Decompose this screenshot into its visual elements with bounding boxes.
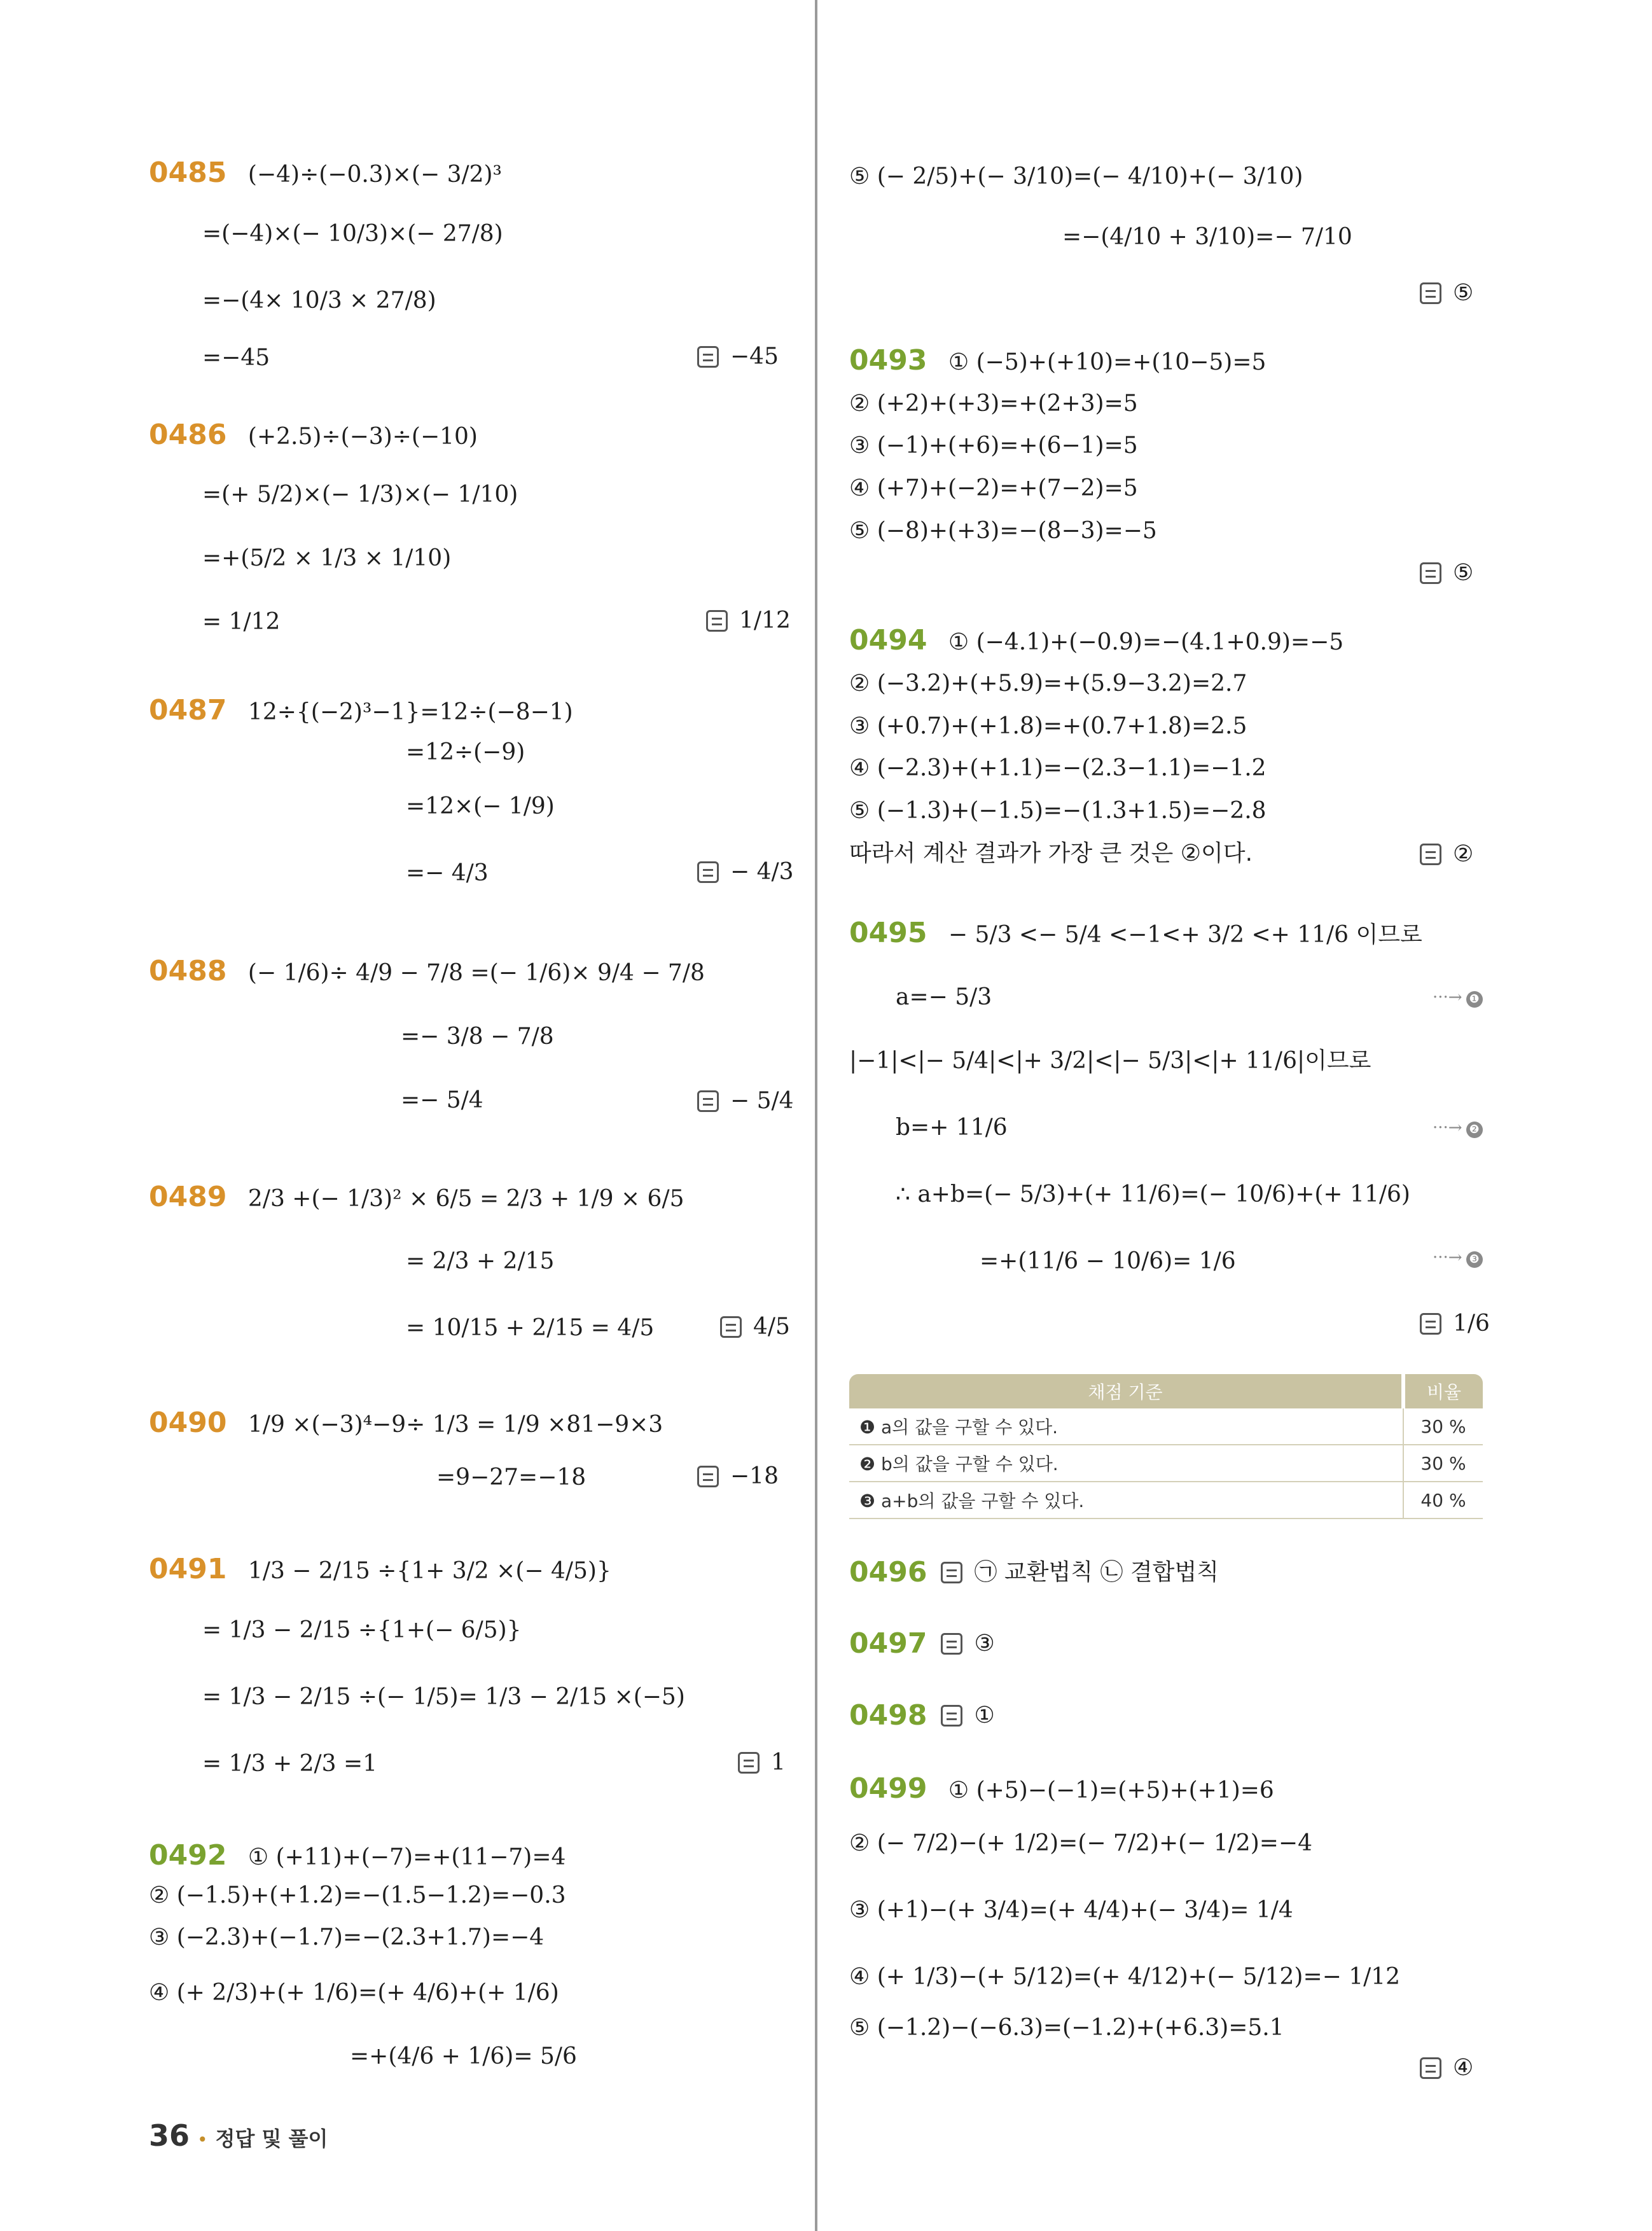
- grading-row: [849, 1445, 1483, 1482]
- problem-0489-line-3: = 10/15 + 2/15 = 4/5: [406, 1315, 655, 1341]
- problem-number: 0494: [849, 624, 927, 657]
- problem-0492-line-2: ② (−1.5)+(+1.2)=−(1.5−1.2)=−0.3: [149, 1882, 566, 1908]
- grading-criterion: ❷ b의 값을 구할 수 있다.: [849, 1445, 1403, 1482]
- answer-icon: [706, 610, 728, 632]
- problem-0489-line-1: 0489 2/3 +(− 1/3)² × 6/5 = 2/3 + 1/9 × 6/5: [149, 1181, 684, 1213]
- problem-0486-line-4: = 1/12: [202, 609, 281, 635]
- problem-0493-line-1: 0493 ① (−5)+(+10)=+(10−5)=5: [849, 344, 1267, 377]
- problem-number: 0490: [149, 1407, 227, 1439]
- problem-0492-line-7: =−(4/10 + 3/10)=− 7/10: [1062, 224, 1352, 250]
- problem-0494-line-5: ⑤ (−1.3)+(−1.5)=−(1.3+1.5)=−2.8: [849, 798, 1267, 824]
- problem-0491-line-2: = 1/3 − 2/15 ÷{1+(− 6/5)}: [202, 1617, 522, 1643]
- footer-separator: •: [197, 2129, 208, 2150]
- problem-0488-line-2: =− 3/8 − 7/8: [401, 1024, 554, 1050]
- answer-icon: [941, 1562, 962, 1583]
- answer-0495: 1/6: [1420, 1310, 1490, 1337]
- answer-icon: [697, 861, 719, 883]
- grading-criteria-table: [849, 1374, 1483, 1519]
- grading-row: [849, 1482, 1483, 1519]
- problem-0488-line-1: 0488 (− 1/6)÷ 4/9 − 7/8 =(− 1/6)× 9/4 − 7/8: [149, 955, 705, 987]
- column-divider: [815, 0, 817, 2231]
- problem-0499-line-2: ② (− 7/2)−(+ 1/2)=(− 7/2)+(− 1/2)=−4: [849, 1830, 1312, 1856]
- problem-0499-line-5: ⑤ (−1.2)−(−6.3)=(−1.2)+(+6.3)=5.1: [849, 2015, 1284, 2041]
- answer-icon: [1420, 1313, 1441, 1335]
- answer-icon: [1420, 282, 1441, 304]
- problem-number: 0496: [849, 1556, 927, 1588]
- problem-0485-line-2: =(−4)×(− 10/3)×(− 27/8): [202, 221, 503, 247]
- problem-number: 0492: [149, 1839, 227, 1872]
- problem-number: 0487: [149, 694, 227, 726]
- problem-0499-line-4: ④ (+ 1/3)−(+ 5/12)=(+ 4/12)+(− 5/12)=− 1/12: [849, 1964, 1401, 1990]
- grading-row: [849, 1408, 1483, 1445]
- problem-0491-line-4: = 1/3 + 2/3 =1: [202, 1751, 378, 1777]
- answer-icon: [738, 1752, 760, 1774]
- answer-icon: [941, 1705, 962, 1727]
- problem-0492-line-4: ④ (+ 2/3)+(+ 1/6)=(+ 4/6)+(+ 1/6): [149, 1980, 559, 2006]
- problem-0485-line-1: 0485 (−4)÷(−0.3)×(− 3/2)³: [149, 156, 502, 189]
- problem-number: 0493: [849, 344, 927, 377]
- page-footer: [149, 2118, 328, 2153]
- problem-0486-line-1: 0486 (+2.5)÷(−3)÷(−10): [149, 419, 478, 451]
- problem-number: 0488: [149, 955, 227, 987]
- problem-0487-line-3: =12×(− 1/9): [406, 793, 555, 819]
- problem-0493-line-2: ② (+2)+(+3)=+(2+3)=5: [849, 391, 1138, 417]
- answer-icon: [1420, 562, 1441, 584]
- problem-0495-line-2: a=− 5/3: [896, 984, 992, 1010]
- problem-0492-line-3: ③ (−2.3)+(−1.7)=−(2.3+1.7)=−4: [149, 1924, 545, 1950]
- problem-0499-line-1: 0499 ① (+5)−(−1)=(+5)+(+1)=6: [849, 1772, 1274, 1805]
- grading-criterion: ❸ a+b의 값을 구할 수 있다.: [849, 1482, 1403, 1519]
- problem-0491-line-1: 0491 1/3 − 2/15 ÷{1+ 3/2 ×(− 4/5)}: [149, 1553, 611, 1585]
- step-marker-2: ···→ ❷: [1433, 1118, 1483, 1138]
- problem-0494-conclusion: 따라서 계산 결과가 가장 큰 것은 ②이다.: [849, 840, 1253, 866]
- answer-0485: −45: [697, 344, 779, 370]
- footer-label: 정답 및 풀이: [215, 2127, 328, 2151]
- problem-0490-line-2: =9−27=−18: [436, 1464, 587, 1491]
- answer-0491: 1: [738, 1749, 786, 1776]
- problem-number: 0495: [849, 917, 927, 949]
- problem-number: 0498: [849, 1699, 927, 1732]
- problem-number: 0491: [149, 1553, 227, 1585]
- problem-0491-line-3: = 1/3 − 2/15 ÷(− 1/5)= 1/3 − 2/15 ×(−5): [202, 1684, 685, 1710]
- answer-icon: [697, 1466, 719, 1487]
- step-marker-3: ···→ ❸: [1433, 1248, 1483, 1268]
- grading-ratio: 40 %: [1403, 1482, 1483, 1519]
- problem-0493-line-3: ③ (−1)+(+6)=+(6−1)=5: [849, 433, 1138, 459]
- problem-0490-line-1: 0490 1/9 ×(−3)⁴−9÷ 1/3 = 1/9 ×81−9×3: [149, 1407, 663, 1439]
- grading-ratio: 30 %: [1403, 1445, 1483, 1482]
- problem-0486-line-2: =(+ 5/2)×(− 1/3)×(− 1/10): [202, 482, 518, 508]
- step-2-icon: ❷: [1466, 1122, 1483, 1138]
- problem-0498: 0498 ①: [849, 1699, 995, 1732]
- problem-0495-line-4: b=+ 11/6: [896, 1115, 1008, 1141]
- answer-icon: [1420, 844, 1441, 865]
- answer-0494: ②: [1420, 841, 1473, 867]
- problem-0495-line-5: ∴ a+b=(− 5/3)+(+ 11/6)=(− 10/6)+(+ 11/6): [896, 1181, 1410, 1207]
- answer-icon: [697, 1090, 719, 1112]
- problem-0495-line-6: =+(11/6 − 10/6)= 1/6: [980, 1248, 1236, 1274]
- problem-0488-line-3: =− 5/4: [401, 1087, 483, 1113]
- grading-header-row: [849, 1374, 1483, 1408]
- problem-0494-line-4: ④ (−2.3)+(+1.1)=−(2.3−1.1)=−1.2: [849, 755, 1267, 781]
- answer-0487: − 4/3: [697, 859, 794, 885]
- answer-0490: −18: [697, 1463, 779, 1489]
- answer-0499: ④: [1420, 2055, 1473, 2081]
- answer-0486: 1/12: [706, 608, 791, 634]
- problem-0494-line-1: 0494 ① (−4.1)+(−0.9)=−(4.1+0.9)=−5: [849, 624, 1344, 657]
- problem-0495-line-3: |−1|<|− 5/4|<|+ 3/2|<|− 5/3|<|+ 11/6|이므로: [849, 1048, 1371, 1074]
- problem-0493-line-4: ④ (+7)+(−2)=+(7−2)=5: [849, 475, 1138, 501]
- grading-header-criteria: 채점 기준: [849, 1374, 1403, 1408]
- problem-0487-line-4: =− 4/3: [406, 860, 489, 886]
- problem-number: 0499: [849, 1772, 927, 1805]
- grading-header-ratio: 비율: [1403, 1374, 1483, 1408]
- step-marker-1: ···→ ❶: [1433, 988, 1483, 1008]
- grading-criterion: ❶ a의 값을 구할 수 있다.: [849, 1408, 1403, 1445]
- problem-0492-line-6: ⑤ (− 2/5)+(− 3/10)=(− 4/10)+(− 3/10): [849, 163, 1303, 190]
- problem-0485-line-3: =−(4× 10/3 × 27/8): [202, 288, 436, 314]
- problem-0489-line-2: = 2/3 + 2/15: [406, 1248, 555, 1274]
- problem-0485-line-4: =−45: [202, 345, 270, 371]
- problem-0487-line-1: 0487 12÷{(−2)³−1}=12÷(−8−1): [149, 694, 573, 726]
- problem-0492-line-1: 0492 ① (+11)+(−7)=+(11−7)=4: [149, 1839, 566, 1872]
- problem-number: 0485: [149, 156, 227, 189]
- answer-0489: 4/5: [720, 1314, 790, 1340]
- problem-number: 0489: [149, 1181, 227, 1213]
- problem-number: 0497: [849, 1627, 927, 1660]
- problem-0495-line-1: 0495 − 5/3 <− 5/4 <−1<+ 3/2 <+ 11/6 이므로: [849, 917, 1422, 949]
- problem-0497: 0497 ③: [849, 1627, 995, 1660]
- problem-number: 0486: [149, 419, 227, 451]
- problem-0492-line-5: =+(4/6 + 1/6)= 5/6: [350, 2043, 577, 2069]
- problem-0486-line-3: =+(5/2 × 1/3 × 1/10): [202, 545, 452, 571]
- answer-icon: [941, 1633, 962, 1655]
- answer-icon: [720, 1316, 742, 1338]
- answer-0493: ⑤: [1420, 560, 1473, 586]
- page-number: 36: [149, 2118, 190, 2153]
- step-1-icon: ❶: [1466, 991, 1483, 1008]
- problem-0496: 0496 ㉠ 교환법칙 ㉡ 결합법칙: [849, 1556, 1219, 1588]
- step-3-icon: ❸: [1466, 1251, 1483, 1268]
- answer-icon: [697, 346, 719, 368]
- problem-0494-line-3: ③ (+0.7)+(+1.8)=+(0.7+1.8)=2.5: [849, 713, 1247, 739]
- grading-ratio: 30 %: [1403, 1408, 1483, 1445]
- problem-0487-line-2: =12÷(−9): [406, 739, 525, 765]
- problem-0499-line-3: ③ (+1)−(+ 3/4)=(+ 4/4)+(− 3/4)= 1/4: [849, 1897, 1293, 1923]
- answer-0492: ⑤: [1420, 280, 1473, 306]
- answer-icon: [1420, 2057, 1441, 2079]
- problem-0493-line-5: ⑤ (−8)+(+3)=−(8−3)=−5: [849, 518, 1157, 544]
- problem-0494-line-2: ② (−3.2)+(+5.9)=+(5.9−3.2)=2.7: [849, 671, 1247, 697]
- answer-0488: − 5/4: [697, 1088, 794, 1114]
